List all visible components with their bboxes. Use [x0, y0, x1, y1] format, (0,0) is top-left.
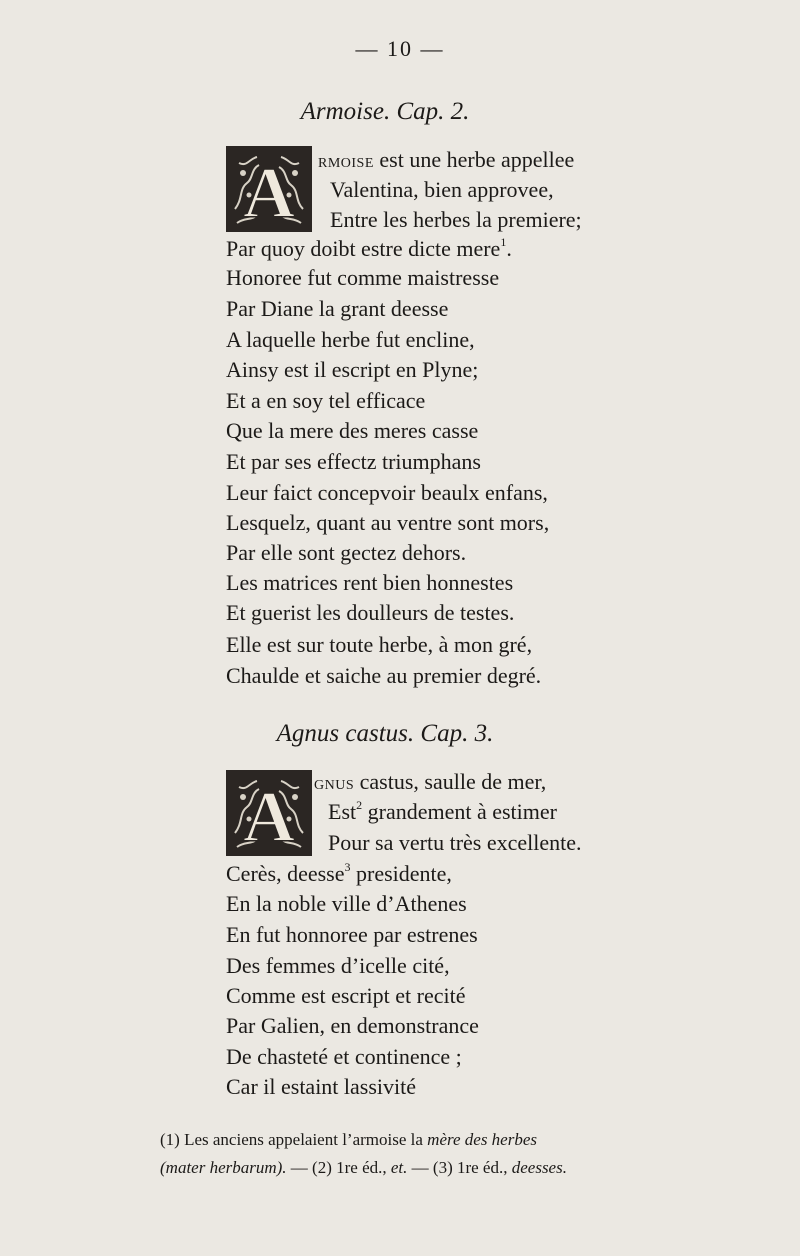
drop-cap-letter: A — [243, 777, 295, 853]
verse-line — [314, 767, 546, 798]
note-mark: 3 — [344, 859, 351, 874]
verse-line: Les matrices rent bien honnestes — [226, 570, 514, 595]
verse-line: Et par ses effectz triumphans — [226, 449, 481, 474]
footnotes — [160, 1126, 760, 1182]
verse-line: Et guerist les doulleurs de testes. — [226, 600, 515, 625]
footnote-italic: deesses. — [511, 1158, 567, 1177]
footnote-text: — (3) 1re éd., — [411, 1158, 508, 1177]
verse-line: Car il estaint lassivité — [226, 1074, 417, 1099]
verse-line: En fut honnoree par estrenes — [226, 922, 478, 947]
verse-line-text: castus, saulle de mer, — [354, 769, 547, 794]
verse-line-text: Est — [328, 799, 357, 824]
verse-line: Honoree fut comme maistresse — [226, 265, 500, 290]
footnote-label: (1) — [160, 1130, 180, 1149]
verse-line: Comme est escript et recité — [226, 983, 466, 1008]
verse-line — [328, 797, 557, 827]
verse-line: Que la mere des meres casse — [226, 418, 479, 443]
verse-line: A laquelle herbe fut encline, — [226, 327, 475, 352]
verse-line: De chasteté et continence ; — [226, 1044, 462, 1069]
verse-line-text: presidente, — [350, 861, 452, 886]
verse-line: En la noble ville d’Athenes — [226, 891, 467, 916]
verse-line-text: Cerès, deesse — [226, 861, 345, 886]
drop-cap-letter: A — [243, 153, 295, 229]
note-mark: 2 — [356, 797, 363, 812]
section-heading-agnus-castus: Agnus castus. Cap. 3. — [276, 720, 494, 747]
verse-line: Par elle sont gectez dehors. — [226, 540, 467, 565]
verse-line: Par Diane la grant deesse — [226, 296, 449, 321]
verse-line: Leur faict concepvoir beaulx enfans, — [226, 480, 548, 505]
verse-line: Chaulde et saiche au premier degré. — [226, 663, 542, 688]
footnote-italic: (mater herbarum). — [160, 1158, 287, 1177]
verse-line-text: grandement à estimer — [362, 799, 557, 824]
footnote-italic: et. — [390, 1158, 408, 1177]
first-word-smallcaps: rmoise — [318, 150, 374, 172]
verse-line-text: Par quoy doibt estre dicte mere — [226, 236, 501, 261]
footnote-italic: mère des herbes — [427, 1130, 538, 1149]
verse-line: Pour sa vertu très excellente. — [328, 830, 582, 855]
verse-line: Et a en soy tel efficace — [226, 388, 426, 413]
footnote-text: Les anciens appelaient l’armoise la — [184, 1130, 423, 1149]
verse-line — [226, 859, 452, 889]
section-heading-armoise: Armoise. Cap. 2. — [300, 98, 470, 125]
verse-line: Ainsy est il escript en Plyne; — [226, 357, 479, 382]
verse-line: Lesquelz, quant au ventre sont mors, — [226, 510, 550, 535]
first-word-smallcaps: gnus — [314, 772, 355, 794]
footnote-text: — (2) 1re éd., — [290, 1158, 387, 1177]
verse-line — [318, 145, 574, 176]
verse-line: Par quoy doibt estre dicte mere$^1$. — [226, 234, 512, 261]
verse-line: Valentina, bien approvee, — [330, 177, 554, 202]
verse-line: Par Galien, en demonstrance — [226, 1013, 479, 1038]
drop-cap-ornament — [226, 146, 312, 232]
verse-line-text: est une herbe appellee — [373, 147, 575, 172]
verse-line: Entre les herbes la premiere; — [330, 207, 582, 232]
note-mark: 1 — [500, 234, 507, 249]
page-number: — 10 — — [355, 36, 445, 61]
verse-line: Des femmes d’icelle cité, — [226, 953, 450, 978]
drop-cap-ornament — [226, 770, 312, 856]
verse-line: Elle est sur toute herbe, à mon gré, — [226, 632, 533, 657]
